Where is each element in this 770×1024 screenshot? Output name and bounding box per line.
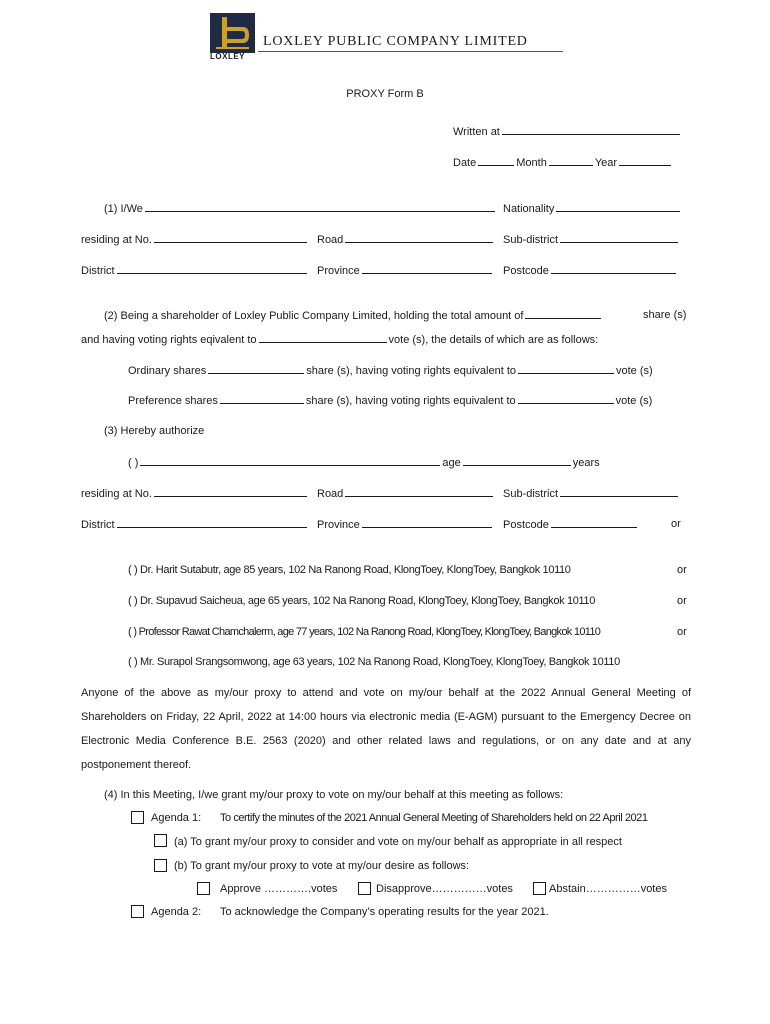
road-row-2	[317, 487, 495, 500]
month-field[interactable]	[549, 156, 593, 166]
proxy-address-no-field[interactable]	[154, 487, 307, 497]
option-b-checkbox[interactable]	[154, 859, 167, 872]
preference-votes-field[interactable]	[518, 394, 614, 404]
agenda1-checkbox[interactable]	[131, 811, 144, 824]
district-label: District	[81, 265, 115, 277]
preference-equiv-text: share (s), having voting rights equivalent to	[305, 395, 516, 407]
subdistrict-label-2: Sub-district	[503, 488, 559, 500]
option-a-checkbox[interactable]	[154, 834, 167, 847]
year-label: Year	[594, 157, 618, 169]
ordinary-label: Ordinary shares	[128, 365, 207, 377]
nationality-field[interactable]	[556, 202, 680, 212]
proxy-postcode-field[interactable]	[551, 518, 637, 528]
form-title: PROXY Form B	[346, 88, 424, 100]
residing-label-2: residing at No.	[81, 488, 152, 500]
residing-row-2	[81, 487, 309, 500]
road-row-1	[317, 233, 495, 246]
proxy-province-field[interactable]	[362, 518, 492, 528]
province-field[interactable]	[362, 264, 492, 274]
total-shares-field[interactable]	[525, 309, 601, 319]
abstain-label: Abstain……………votes	[549, 883, 667, 895]
date-label: Date	[453, 157, 477, 169]
proxy-name-field[interactable]	[140, 456, 440, 466]
road-label-2: Road	[317, 488, 344, 500]
district-label-2: District	[81, 519, 115, 531]
agenda2-checkbox[interactable]	[131, 905, 144, 918]
proxy-age-field[interactable]	[463, 456, 571, 466]
ordinary-votes-field[interactable]	[518, 364, 614, 374]
month-label: Month	[516, 157, 547, 169]
agenda2-text: To acknowledge the Company’s operating results for the year 2021.	[220, 906, 549, 918]
preference-shares-field[interactable]	[220, 394, 304, 404]
date-field[interactable]	[478, 156, 514, 166]
district-row-1	[81, 264, 309, 277]
logo-caption: LOXLEY	[210, 52, 246, 61]
road-label: Road	[317, 234, 344, 246]
voting-rights-tail: vote (s), the details of which are as follows:	[388, 334, 599, 346]
date-row	[453, 156, 673, 169]
shareholding-row	[104, 309, 603, 322]
ordinary-shares-field[interactable]	[208, 364, 304, 374]
subdistrict-field[interactable]	[560, 233, 678, 243]
share-s-label: share (s)	[643, 309, 687, 321]
nationality-label: Nationality	[503, 203, 555, 215]
postcode-field[interactable]	[551, 264, 676, 274]
header-divider	[258, 51, 563, 52]
disapprove-checkbox[interactable]	[358, 882, 371, 895]
proxy-option-3[interactable]: ( ) Professor Rawat Chamchalerm, age 77 years, 102 Na Ranong Road, KlongToey, KlongToey, Bangkok 10110	[128, 626, 601, 638]
written-at-row	[453, 125, 682, 138]
proxy-option-3-or: or	[677, 626, 687, 638]
iwe-label: (1) I/We	[104, 203, 143, 215]
ordinary-shares-row	[128, 364, 653, 377]
residing-label: residing at No.	[81, 234, 152, 246]
authorize-heading: (3) Hereby authorize	[104, 425, 205, 437]
subdistrict-row-2	[503, 487, 680, 500]
voting-rights-row	[81, 333, 598, 346]
written-at-label: Written at	[453, 126, 500, 138]
postcode-label: Postcode	[503, 265, 549, 277]
proxy-subdistrict-field[interactable]	[560, 487, 678, 497]
option-b-text: (b) To grant my/our proxy to vote at my/our desire as follows:	[174, 860, 470, 872]
postcode-label-2: Postcode	[503, 519, 549, 531]
company-name: LOXLEY PUBLIC COMPANY LIMITED	[263, 34, 528, 49]
approve-checkbox[interactable]	[197, 882, 210, 895]
address-no-field[interactable]	[154, 233, 307, 243]
subdistrict-row-1	[503, 233, 680, 246]
nationality-row	[503, 202, 682, 215]
year-field[interactable]	[619, 156, 671, 166]
district-row-2	[81, 518, 309, 531]
proxy-option-1-or: or	[677, 564, 687, 576]
shareholding-text: (2) Being a shareholder of Loxley Public Company Limited, holding the total amount of	[104, 310, 524, 322]
ordinary-vote-label: vote (s)	[616, 365, 653, 377]
name-field[interactable]	[145, 202, 495, 212]
age-label: age	[442, 457, 461, 469]
province-row-1	[317, 264, 494, 277]
option-a-text: (a) To grant my/our proxy to consider and vote on my/our behalf as appropriate in all respect	[174, 836, 622, 848]
ordinary-equiv-text: share (s), having voting rights equivalent to	[306, 365, 516, 377]
proxy-option-2[interactable]: ( ) Dr. Supavud Saicheua, age 65 years, 102 Na Ranong Road, KlongToey, KlongToey, Bangkok 10110	[128, 595, 595, 607]
province-row-2	[317, 518, 494, 531]
proxy-district-field[interactable]	[117, 518, 307, 528]
district-field[interactable]	[117, 264, 307, 274]
agenda1-label: Agenda 1:	[151, 812, 202, 824]
agenda1-text: To certify the minutes of the 2021 Annual General Meeting of Shareholders held on 22 April 2021	[220, 812, 648, 824]
written-at-field[interactable]	[502, 125, 680, 135]
proxy-option-1[interactable]: ( ) Dr. Harit Sutabutr, age 85 years, 102 Na Ranong Road, KlongToey, KlongToey, Bangkok 10110	[128, 564, 571, 576]
company-logo	[210, 13, 255, 53]
approve-label: Approve ………….votes	[220, 883, 338, 895]
proxy-authorization-paragraph: Anyone of the above as my/our proxy to attend and vote on my/our behalf at the 2022 Annual General Meeting of Shareholders on Friday, 22 April, 2022 at 14:00 hours via electronic media (E-AGM) pursuant to the Emergency Decree on Electronic Media Conference B.E. 2563 (2020) and other related laws and regulations, or on any date and at any postponement thereof.	[81, 687, 691, 771]
proxy-option-4[interactable]: ( ) Mr. Surapol Srangsomwong, age 63 years, 102 Na Ranong Road, KlongToey, KlongToey, Bangkok 10110	[128, 656, 620, 668]
proxy-option-2-or: or	[677, 595, 687, 607]
agenda2-label: Agenda 2:	[151, 906, 202, 918]
province-label: Province	[317, 265, 360, 277]
disapprove-label: Disapprove……………votes	[376, 883, 513, 895]
total-votes-field[interactable]	[259, 333, 387, 343]
years-label: years	[572, 457, 600, 469]
preference-label: Preference shares	[128, 395, 218, 407]
province-label-2: Province	[317, 519, 360, 531]
road-field[interactable]	[345, 233, 493, 243]
voting-rights-text: and having voting rights eqivalent to	[81, 334, 257, 346]
proxy-custom-row	[128, 456, 600, 469]
postcode-row-2	[503, 518, 639, 531]
preference-vote-label: vote (s)	[615, 395, 653, 407]
postcode-row-1	[503, 264, 678, 277]
residing-row-1	[81, 233, 309, 246]
subdistrict-label: Sub-district	[503, 234, 559, 246]
proxy-custom-check[interactable]: ( )	[128, 457, 139, 469]
proxy-road-field[interactable]	[345, 487, 493, 497]
abstain-checkbox[interactable]	[533, 882, 546, 895]
iwe-row	[104, 202, 497, 215]
section4-intro: (4) In this Meeting, I/we grant my/our proxy to vote on my/our behalf at this meeting as follows:	[104, 789, 564, 801]
logo-mark-icon	[210, 13, 255, 53]
or-label-custom: or	[671, 518, 681, 530]
preference-shares-row	[128, 394, 652, 407]
